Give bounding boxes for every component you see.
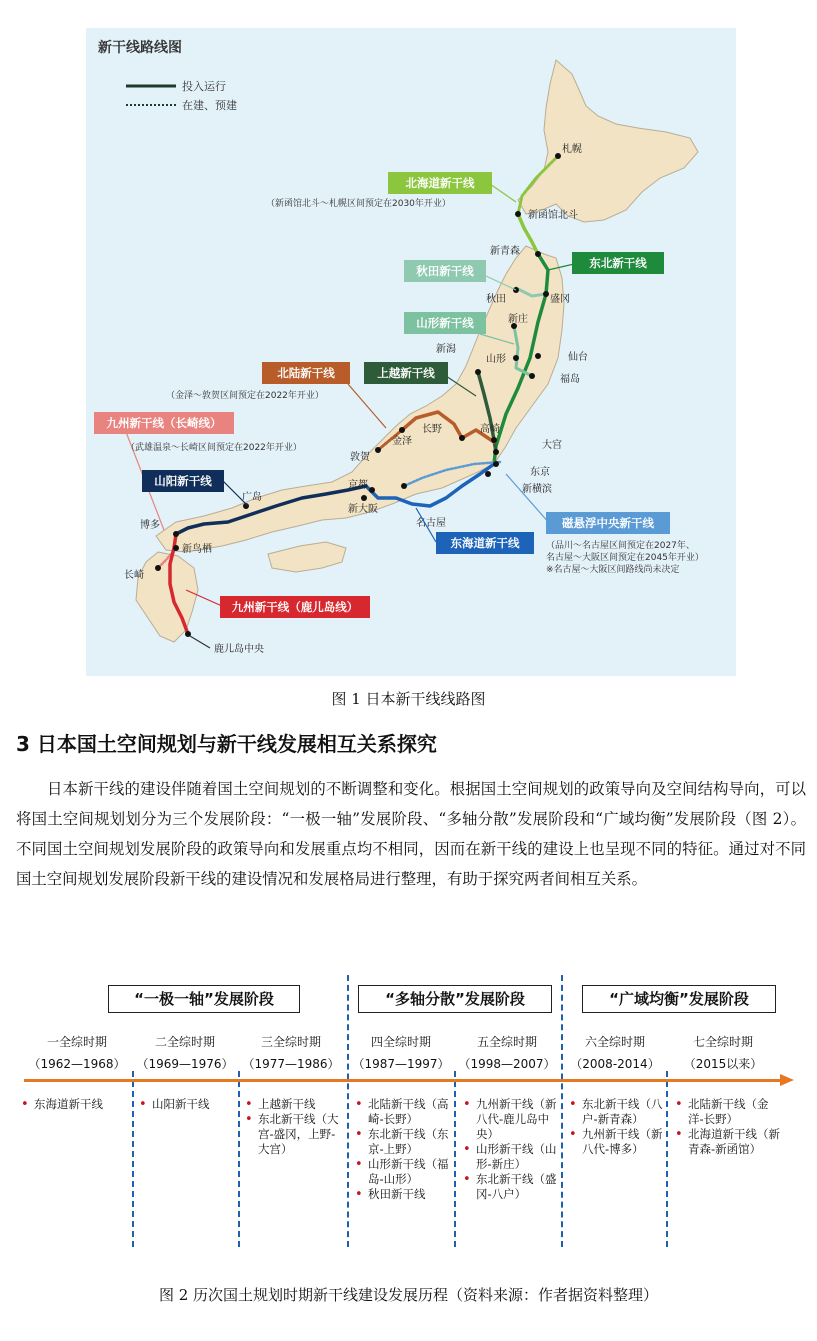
period-years: （2008-2014） — [570, 1057, 660, 1071]
station-dot — [555, 153, 561, 159]
city-hakodate: 新函馆北斗 — [528, 210, 578, 221]
period-7-items — [674, 1097, 782, 1157]
city-akita: 秋田 — [486, 294, 506, 305]
city-kyoto: 京都 — [348, 480, 368, 491]
period-4 — [346, 1031, 456, 1075]
timeline-arrowhead — [780, 1074, 794, 1086]
phase-divider-1 — [347, 975, 349, 1247]
list-item: • 北陆新干线（高崎-长野） — [354, 1097, 450, 1127]
note-maglev-2: 名古屋～大阪区间预定在2045年开业） — [546, 553, 704, 563]
period-years: （2015以来） — [683, 1057, 763, 1071]
section-heading: 3 日本国土空间规划与新干线发展相互关系探究 — [16, 732, 437, 756]
list-item: • 东北新干线（盛冈-八户） — [462, 1172, 560, 1202]
station-dot — [543, 291, 549, 297]
list-item: • 山形新干线（福岛-山形） — [354, 1157, 450, 1187]
map-canvas — [86, 28, 736, 676]
station-dot — [485, 471, 491, 477]
city-hakata: 博多 — [140, 520, 160, 531]
city-kanazawa: 金泽 — [392, 436, 412, 447]
city-shinyokohama: 新横滨 — [522, 484, 552, 495]
period-years: （1962—1968） — [28, 1057, 126, 1071]
city-aomori: 新青森 — [490, 246, 520, 257]
period-5 — [452, 1031, 562, 1075]
period-divider — [238, 1071, 240, 1247]
figure-2-caption: 图 2 历次国土规划时期新干线建设发展历程（资料来源：作者据资料整理） — [158, 1286, 659, 1304]
note-hokkaido: （新函馆北斗～札幌区间预定在2030年开业） — [266, 199, 451, 209]
station-dot — [529, 373, 535, 379]
list-item: • 东北新干线（东京-上野） — [354, 1127, 450, 1157]
list-item: • 东海道新干线 — [20, 1097, 130, 1112]
station-dot — [535, 251, 541, 257]
tag-akita — [404, 260, 486, 282]
list-item: • 山阳新干线 — [138, 1097, 234, 1112]
period-4-items — [354, 1097, 450, 1202]
tag-hokkaido — [388, 172, 492, 194]
period-divider — [132, 1071, 134, 1247]
station-dot — [459, 435, 465, 441]
city-tsuruga: 敦贺 — [350, 452, 370, 463]
station-dot — [401, 483, 407, 489]
station-dot — [493, 449, 499, 455]
station-dot — [491, 437, 497, 443]
note-maglev-3: ※名古屋～大阪区间路线尚未决定 — [546, 565, 680, 575]
note-nagasaki: （武雄温泉～长崎区间预定在2022年开业） — [126, 443, 302, 453]
list-item: • 北海道新干线（新青森-新函馆） — [674, 1127, 782, 1157]
phase-label-1: “一极一轴”发展阶段 — [108, 985, 300, 1013]
period-name: 六全综时期 — [584, 1035, 645, 1049]
tag-hokuriku-label: 北陆新干线 — [277, 366, 335, 380]
period-1 — [22, 1031, 132, 1075]
list-item: • 九州新干线（新八代-鹿儿岛中央） — [462, 1097, 560, 1142]
period-2 — [130, 1031, 240, 1075]
city-shinjo: 新庄 — [508, 314, 528, 325]
legend-planned: 在建、预建 — [182, 99, 237, 112]
tag-yamagata — [404, 312, 486, 334]
phase-divider-2 — [561, 975, 563, 1247]
list-item: • 东北新干线（大宫-盛冈，上野-大宫） — [244, 1112, 342, 1157]
tag-tokaido — [436, 532, 534, 554]
timeline-figure — [16, 975, 806, 1275]
station-dot — [155, 565, 161, 571]
map-title: 新干线路线图 — [98, 40, 182, 56]
list-item: • 山形新干线（山形-新庄） — [462, 1142, 560, 1172]
period-years: （1977—1986） — [242, 1057, 340, 1071]
tag-sanyo-label: 山阳新干线 — [154, 474, 212, 488]
period-divider — [454, 1071, 456, 1247]
note-hokuriku: （金泽～敦贺区间预定在2022年开业） — [166, 391, 324, 401]
period-years: （1987—1997） — [352, 1057, 450, 1071]
tag-joetsu — [364, 362, 448, 384]
period-5-items — [462, 1097, 560, 1202]
tag-yamagata-label: 山形新干线 — [416, 316, 474, 330]
station-dot — [515, 211, 521, 217]
station-dot — [173, 545, 179, 551]
city-nagoya: 名古屋 — [416, 518, 446, 529]
period-years: （1998—2007） — [458, 1057, 556, 1071]
period-3-items — [244, 1097, 342, 1157]
station-dot — [399, 427, 405, 433]
body-paragraph: 日本新干线的建设伴随着国土空间规划的不断调整和变化。根据国土空间规划的政策导向及空间结构导向，可以将国土空间规划划分为三个发展阶段：“一极一轴”发展阶段、“多轴分散”发展阶段和“广域均衡”发展阶段（图 2）。不同国土空间规划发展阶段的政策导向和发展重点均不相同，因而在新干线的建设上也呈现不同的特征。通过对不同国土空间规划发展阶段新干线的建设情况和发展格局进行整理，有助于探究两者间相互关系。 — [16, 780, 806, 888]
period-name: 五全综时期 — [476, 1035, 537, 1049]
period-name: 一全综时期 — [46, 1035, 107, 1049]
city-fukushima: 福岛 — [560, 374, 580, 385]
tag-maglev-label: 磁悬浮中央新干线 — [562, 516, 654, 530]
tag-kagoshima-label: 九州新干线（鹿儿岛线） — [231, 600, 359, 614]
period-1-items — [20, 1097, 130, 1112]
list-item: • 上越新干线 — [244, 1097, 342, 1112]
city-takasaki: 高崎 — [480, 424, 500, 435]
note-maglev-1: （品川～名古屋区间预定在2027年、 — [546, 541, 695, 551]
city-tokyo: 东京 — [530, 467, 550, 478]
period-3 — [236, 1031, 346, 1075]
period-2-items — [138, 1097, 234, 1112]
station-dot — [375, 447, 381, 453]
tag-nagasaki-label: 九州新干线（长崎线） — [106, 416, 222, 430]
tag-tohoku-label: 东北新干线 — [589, 256, 647, 270]
tag-nagasaki — [94, 412, 234, 434]
list-item: • 东北新干线（八户-新青森） — [568, 1097, 664, 1127]
city-nagano: 长野 — [422, 424, 442, 435]
shinkansen-route-map — [86, 28, 736, 676]
station-dot — [535, 353, 541, 359]
city-shintosu: 新鸟栖 — [182, 544, 212, 555]
phase-label-3: “广域均衡”发展阶段 — [582, 985, 776, 1013]
period-6-items — [568, 1097, 664, 1157]
period-7 — [668, 1031, 778, 1075]
figure-1-caption: 图 1 日本新干线线路图 — [331, 690, 486, 708]
city-sapporo: 札幌 — [562, 144, 582, 155]
tag-hokkaido-label: 北海道新干线 — [405, 176, 475, 190]
tag-tohoku — [572, 252, 664, 274]
station-dot — [475, 369, 481, 375]
tag-sanyo — [142, 470, 224, 492]
tag-joetsu-label: 上越新干线 — [377, 366, 435, 380]
phase-label-2: “多轴分散”发展阶段 — [358, 985, 552, 1013]
tag-kagoshima — [220, 596, 370, 618]
city-shinosaka: 新大阪 — [348, 504, 378, 515]
list-item: • 秋田新干线 — [354, 1187, 450, 1202]
tag-tokaido-label: 东海道新干线 — [450, 536, 520, 550]
list-item: • 九州新干线（新八代-博多） — [568, 1127, 664, 1157]
tag-hokuriku — [262, 362, 350, 384]
period-name: 四全综时期 — [370, 1035, 431, 1049]
city-sendai: 仙台 — [568, 352, 588, 363]
city-morioka: 盛冈 — [550, 294, 570, 305]
city-nagasaki: 长崎 — [124, 570, 144, 581]
city-kagoshima: 鹿儿岛中央 — [214, 644, 264, 655]
period-name: 三全综时期 — [260, 1035, 321, 1049]
period-divider — [666, 1071, 668, 1247]
period-years: （1969—1976） — [136, 1057, 234, 1071]
city-hiroshima: 广岛 — [242, 492, 262, 503]
station-dot — [513, 355, 519, 361]
timeline-arrow — [24, 1079, 782, 1082]
period-name: 七全综时期 — [692, 1035, 753, 1049]
city-niigata: 新潟 — [436, 344, 456, 355]
list-item: • 北陆新干线（金洋-长野） — [674, 1097, 782, 1127]
station-dot — [173, 531, 179, 537]
station-dot — [369, 487, 375, 493]
period-name: 二全综时期 — [154, 1035, 215, 1049]
period-6 — [560, 1031, 670, 1075]
tag-maglev — [546, 512, 670, 534]
station-dot — [361, 495, 367, 501]
legend-operating: 投入运行 — [182, 80, 226, 93]
city-omiya: 大宫 — [542, 440, 562, 451]
tag-akita-label: 秋田新干线 — [416, 264, 474, 278]
city-yamagata: 山形 — [486, 354, 506, 365]
station-dot — [493, 461, 499, 467]
